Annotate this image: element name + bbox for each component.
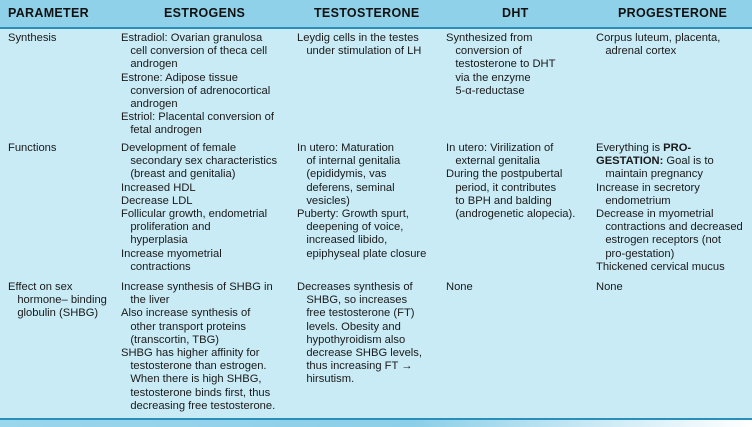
- header-parameter: PARAMETER: [8, 6, 89, 20]
- cell-shbg-testosterone: Decreases synthesis of SHBG, so increases free testosterone (FT) levels. Obesity and hypothyroidism also decrease SHBG levels, thus increasing FT → hirsutism.: [297, 281, 422, 386]
- progesterone-functions-bold-pro: PRO-: [663, 142, 692, 154]
- header-testosterone: TESTOSTERONE: [314, 6, 420, 20]
- progesterone-functions-intro: Everything is: [596, 142, 664, 154]
- cell-synthesis-progesterone: Corpus luteum, placenta, adrenal cortex: [596, 32, 721, 58]
- cell-shbg-estrogens: Increase synthesis of SHBG in the liver Also increase synthesis of other transport proteins (transcortin, TBG) SHBG has higher affinity for testosterone than estrogen. When there is high SHBG, testosterone binds first, thus decreasing free testosterone.: [121, 281, 276, 412]
- header-estrogens: ESTROGENS: [164, 6, 246, 20]
- cell-functions-testosterone: In utero: Maturation of internal genitalia (epididymis, vas deferens, seminal vesicles) Puberty: Growth spurt, deepening of voice, increased libido, epiphyseal plate closure: [297, 142, 427, 260]
- cell-shbg-parameter: Effect on sex hormone– binding globulin (SHBG): [8, 281, 107, 320]
- progesterone-functions-bold-gestation: GESTATION:: [596, 155, 664, 168]
- cell-shbg-progesterone: None: [596, 281, 623, 293]
- cell-functions-estrogens: Development of female secondary sex characteristics (breast and genitalia) Increased HDL Decrease LDL Follicular growth, endometrial proliferation and hyperplasia Increase myometrial contractions: [121, 142, 278, 273]
- cell-synthesis-dht: Synthesized from conversion of testosterone to DHT via the enzyme 5-α-reductase: [446, 32, 556, 97]
- cell-functions-progesterone: [596, 142, 750, 274]
- progesterone-functions-rest: Goal is to maintain pregnancy Increase in secretory endometrium Decrease in myometrial contractions and decreased estrogen receptors (not pro-gestation) Thickened cervical mucus: [596, 155, 743, 273]
- table-bottom-strip: [0, 420, 752, 427]
- cell-functions-dht: In utero: Virilization of external genitalia During the postpubertal period, it contributes to BPH and balding (androgenetic alopecia).: [446, 142, 576, 221]
- header-progesterone: PROGESTERONE: [618, 6, 728, 20]
- table-header-row: [0, 0, 752, 29]
- header-dht: DHT: [502, 6, 529, 20]
- cell-synthesis-parameter: Synthesis: [8, 32, 57, 44]
- cell-synthesis-estrogens: Estradiol: Ovarian granulosa cell conversion of theca cell androgen Estrone: Adipose tissue conversion of adrenocortical androgen Estriol: Placental conversion of fetal androgen: [121, 32, 274, 137]
- cell-shbg-dht: None: [446, 281, 473, 293]
- cell-functions-parameter: Functions: [8, 142, 57, 154]
- cell-synthesis-testosterone: Leydig cells in the testes under stimulation of LH: [297, 32, 422, 58]
